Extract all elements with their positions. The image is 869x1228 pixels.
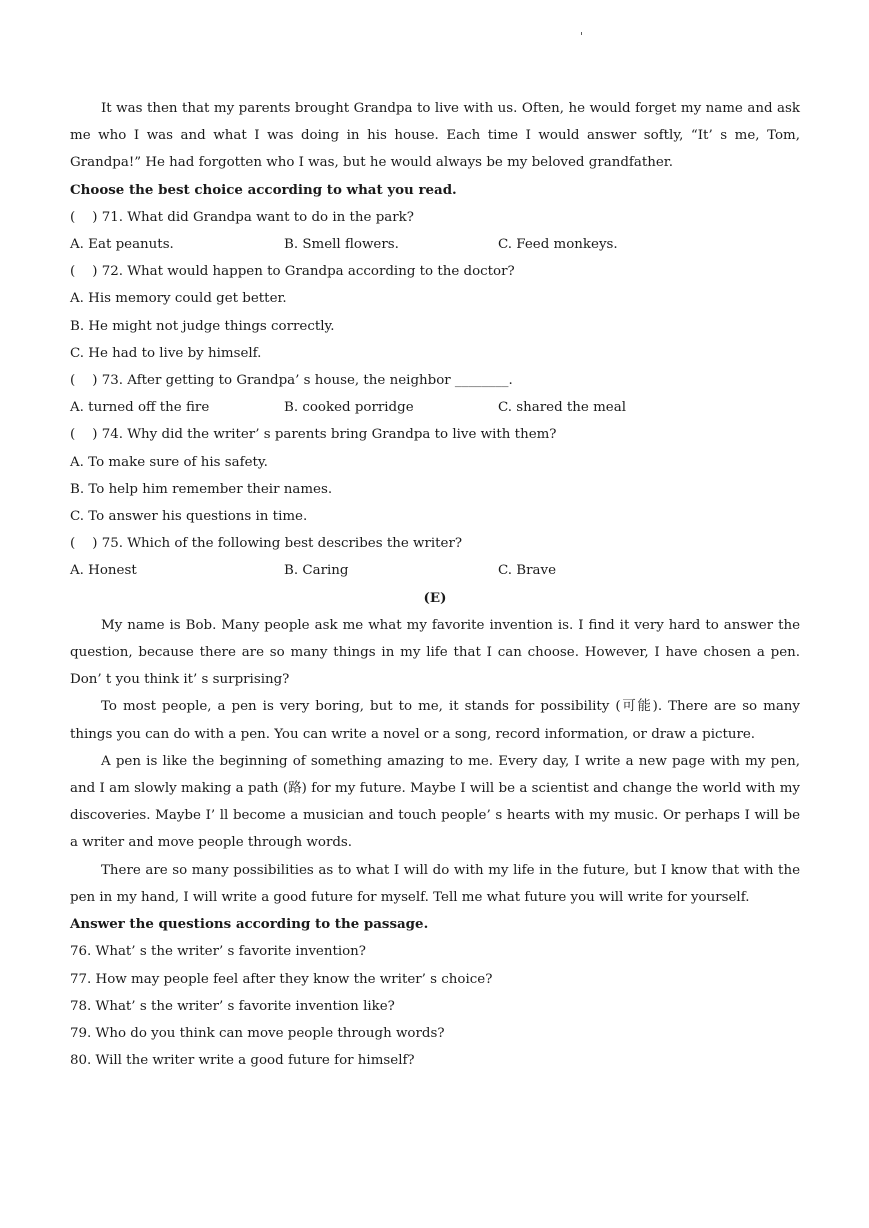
question-71-stem: ( ) 71. What did Grandpa want to do in the park? [70,209,414,225]
question-72-stem: ( ) 72. What would happen to Grandpa according to the doctor? [70,264,515,280]
document-content [70,95,800,1074]
question-80: 80. Will the writer write a good future for himself? [70,1053,415,1069]
question-75-stem: ( ) 75. Which of the following best describes the writer? [70,536,463,552]
passage-e-paragraph-3: A pen is like the beginning of something amazing to me. Every day, I write a new page with my pen, and I am slowly making a path (路) for my future. Maybe I will be a scientist and change the world with my discoveries. Maybe I’ ll become a musician and touch people’ s hearts with my music. Or perhaps I will be a writer and move people through words. [70,753,800,851]
question-77: 77. How may people feel after they know the writer’ s choice? [70,971,493,987]
option-c: C. Feed monkeys. [498,237,618,253]
option-b: B. He might not judge things correctly. [70,318,335,334]
header-mark: ' [580,30,584,43]
passage-d-paragraph: It was then that my parents brought Grandpa to live with us. Often, he would forget my name and ask me who I was and what I was doing in his house. Each time I would answer softly, “It’ s me, Tom, Grandpa!” He had forgotten who I was, but he would always be my beloved grandfather. [70,101,800,171]
passage-e-paragraph-2: To most people, a pen is very boring, but to me, it stands for possibility (可能). There are so many things you can do with a pen. You can write a novel or a song, record information, or draw a picture. [70,699,800,742]
option-b: B. cooked porridge [284,400,414,416]
question-78: 78. What’ s the writer’ s favorite invention like? [70,998,395,1014]
option-a: A. Honest [70,563,137,579]
question-76: 76. What’ s the writer’ s favorite invention? [70,944,366,960]
option-a: A. Eat peanuts. [70,237,174,253]
question-73-stem: ( ) 73. After getting to Grandpa’ s house, the neighbor ________. [70,373,513,389]
passage-e-paragraph-4: There are so many possibilities as to what I will do with my life in the future, but I know that with the pen in my hand, I will write a good future for myself. Tell me what future you will write for yourself. [70,862,800,905]
instruction-e: Answer the questions according to the passage. [70,916,429,933]
option-a: A. His memory could get better. [70,291,287,307]
question-75-options [70,557,800,584]
section-e-title: (E) [423,589,447,606]
question-74-stem: ( ) 74. Why did the writer’ s parents bring Grandpa to live with them? [70,427,557,443]
option-a: A. turned off the fire [70,400,210,416]
passage-e-paragraph-1: My name is Bob. Many people ask me what my favorite invention is. I find it very hard to answer the question, because there are so many things in my life that I can choose. However, I have chosen a pen. Don’ t you think it’ s surprising? [70,617,800,688]
question-79: 79. Who do you think can move people through words? [70,1025,445,1041]
option-b: B. To help him remember their names. [70,481,333,497]
option-c: C. To answer his questions in time. [70,509,308,525]
option-c: C. He had to live by himself. [70,345,262,361]
option-c: C. Brave [498,563,556,579]
option-a: A. To make sure of his safety. [70,454,268,470]
question-71-options [70,231,800,258]
question-73-options [70,394,800,421]
option-b: B. Caring [284,563,349,579]
option-b: B. Smell flowers. [284,237,399,253]
option-c: C. shared the meal [498,400,626,416]
instruction-d: Choose the best choice according to what you read. [70,181,457,198]
